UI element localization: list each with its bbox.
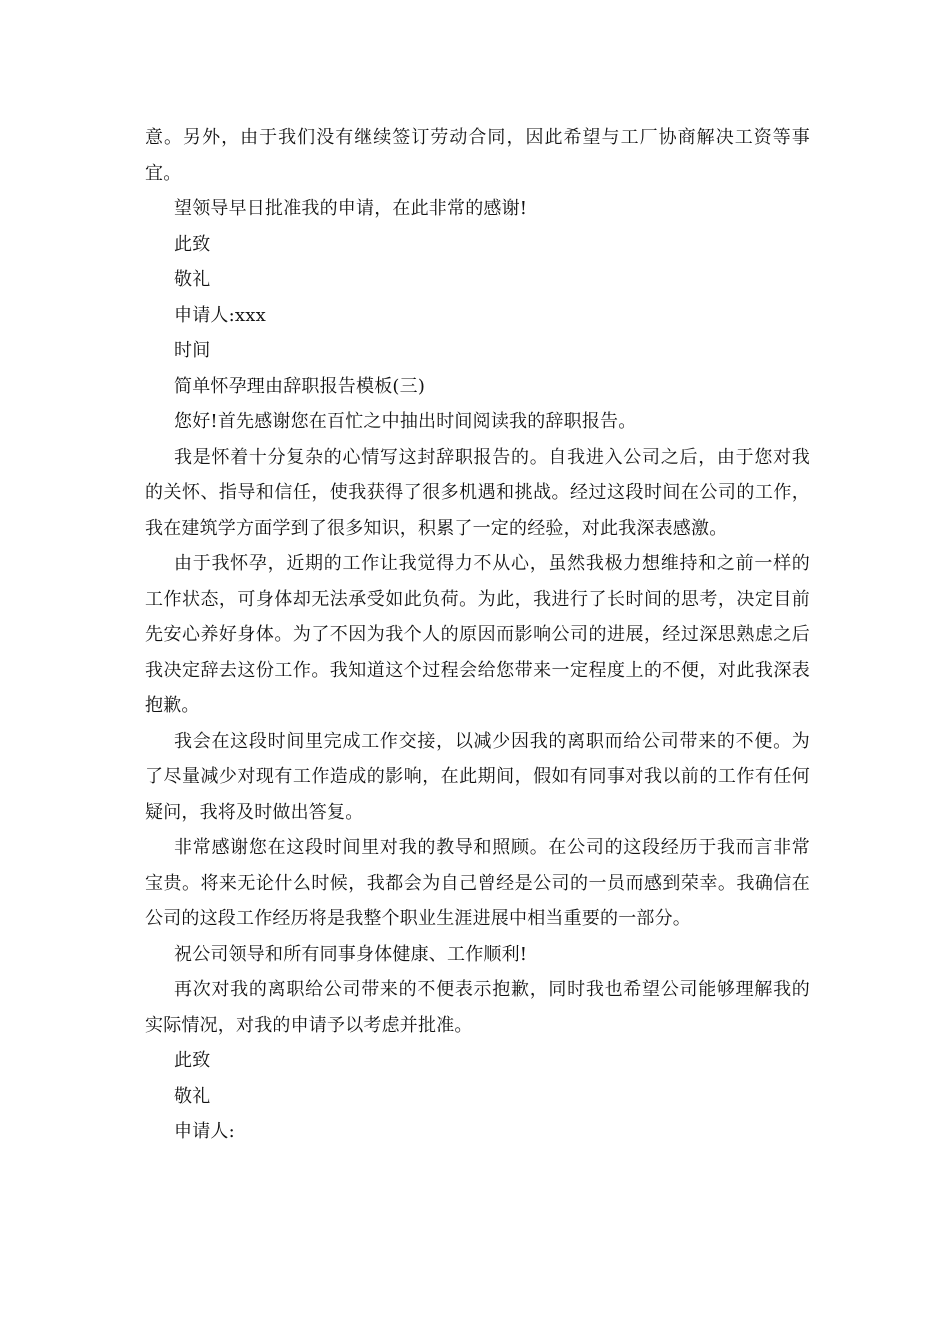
body-paragraph-thanks: 非常感谢您在这段时间里对我的教导和照顾。在公司的这段经历于我而言非常宝贵。将来无论什么时候，我都会为自己曾经是公司的一员而感到荣幸。我确信在公司的这段工作经历将是我整个职业生涯进展中相当重要的一部分。 <box>145 837 810 929</box>
paragraph-continuation: 意。另外，由于我们没有继续签订劳动合同，因此希望与工厂协商解决工资等事宜。 <box>145 127 810 184</box>
applicant-signature-2: 申请人: <box>174 1121 235 1142</box>
body-paragraph-wishes: 祝公司领导和所有同事身体健康、工作顺利! <box>174 943 528 965</box>
closing-salutation: 此致 <box>174 233 211 255</box>
section-title: 简单怀孕理由辞职报告模板(三) <box>174 375 426 397</box>
paragraph-approval-request: 望领导早日批准我的申请，在此非常的感谢! <box>174 198 528 219</box>
closing-regards-2: 敬礼 <box>174 1085 211 1107</box>
body-paragraph-handover: 我会在这段时间里完成工作交接，以减少因我的离职而给公司带来的不便。为了尽量减少对现有工作造成的影响，在此期间，假如有同事对我以前的工作有任何疑问，我将及时做出答复。 <box>145 730 810 823</box>
closing-regards: 敬礼 <box>174 269 211 290</box>
applicant-signature: 申请人:xxx <box>174 304 266 326</box>
closing-salutation-2: 此致 <box>174 1050 211 1071</box>
greeting-paragraph: 您好!首先感谢您在百忙之中抽出时间阅读我的辞职报告。 <box>174 411 637 432</box>
date-line: 时间 <box>174 340 211 361</box>
body-paragraph-reason: 由于我怀孕，近期的工作让我觉得力不从心，虽然我极力想维持和之前一样的工作状态，可身体却无法承受如此负荷。为此，我进行了长时间的思考，决定目前先安心养好身体。为了不因为我个人的原因而影响公司的进展，经过深思熟虑之后我决定辞去这份工作。我知道这个过程会给您带来一定程度上的不便，对此我深表抱歉。 <box>145 553 810 716</box>
body-paragraph-apology: 再次对我的离职给公司带来的不便表示抱歉，同时我也希望公司能够理解我的实际情况，对我的申请予以考虑并批准。 <box>145 979 810 1036</box>
body-paragraph-gratitude: 我是怀着十分复杂的心情写这封辞职报告的。自我进入公司之后，由于您对我的关怀、指导和信任，使我获得了很多机遇和挑战。经过这段时间在公司的工作，我在建筑学方面学到了很多知识，积累了一定的经验，对此我深表感激。 <box>145 446 810 539</box>
document-page <box>145 120 810 1150</box>
